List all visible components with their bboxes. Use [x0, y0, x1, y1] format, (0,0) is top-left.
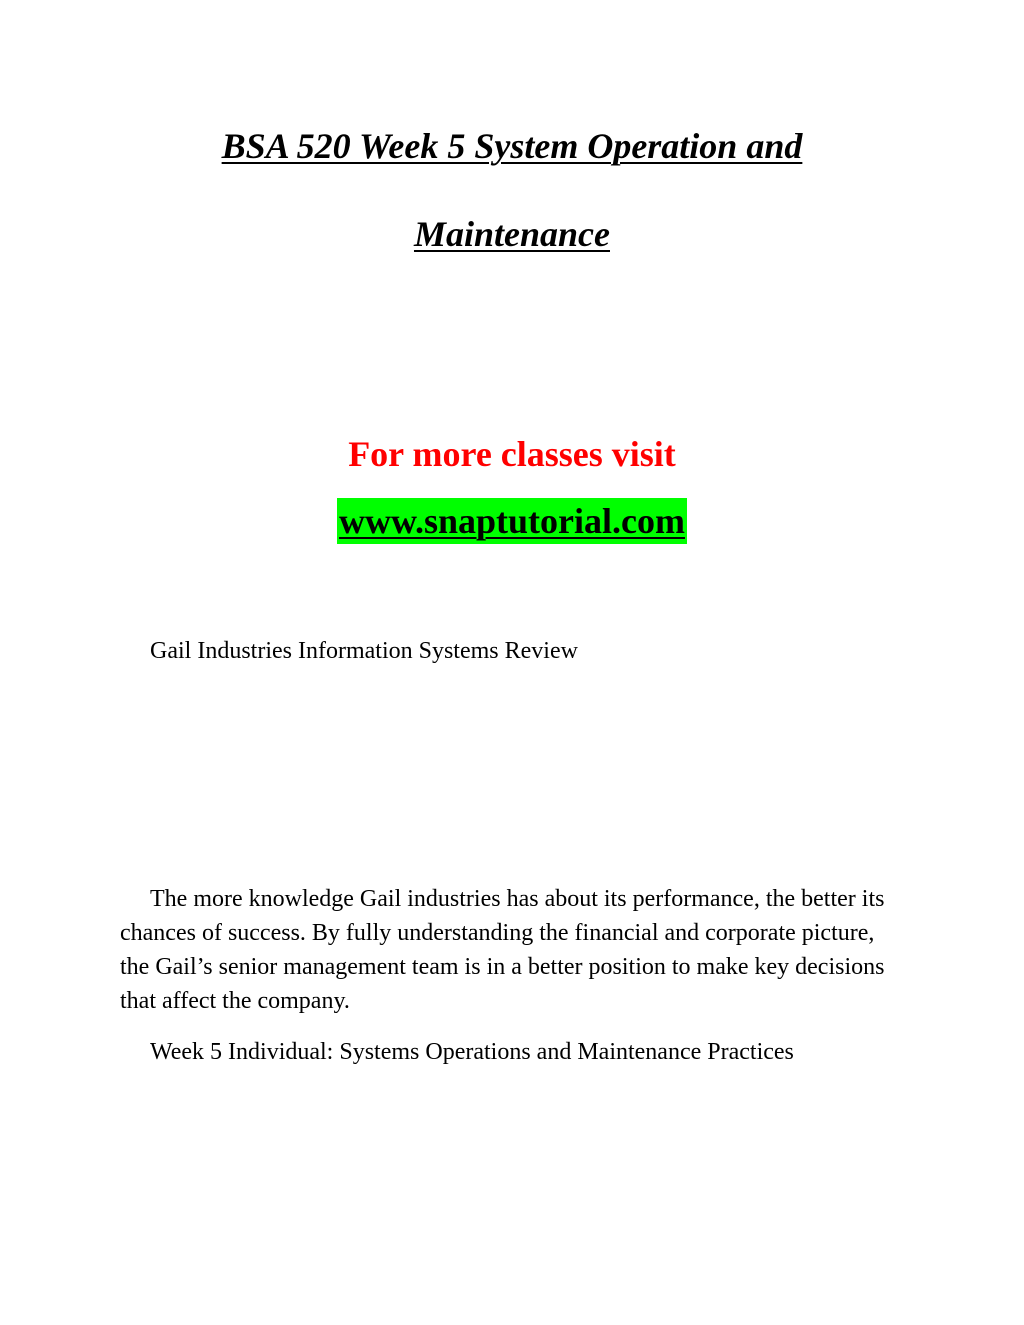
assignment-heading: Week 5 Individual: Systems Operations and Maintenance Practices	[150, 1039, 794, 1065]
promo-link[interactable]: www.snaptutorial.com	[337, 498, 687, 544]
body-paragraph: The more knowledge Gail industries has about its performance, the better its chances of success. By fully understanding the financial and corporate picture, the Gail’s senior management team is in a better position to make key decisions that affect the company.	[120, 886, 885, 1014]
title-text-line-1: BSA 520 Week 5 System Operation and	[221, 126, 803, 166]
title-text-line-2: Maintenance	[413, 214, 610, 254]
document-title-line-2	[0, 212, 1024, 256]
document-title-line-1	[0, 124, 1024, 168]
promo-link-container	[0, 498, 1024, 544]
promo-text: For more classes visit	[348, 434, 676, 474]
subtitle: Gail Industries Information Systems Review	[150, 638, 578, 664]
